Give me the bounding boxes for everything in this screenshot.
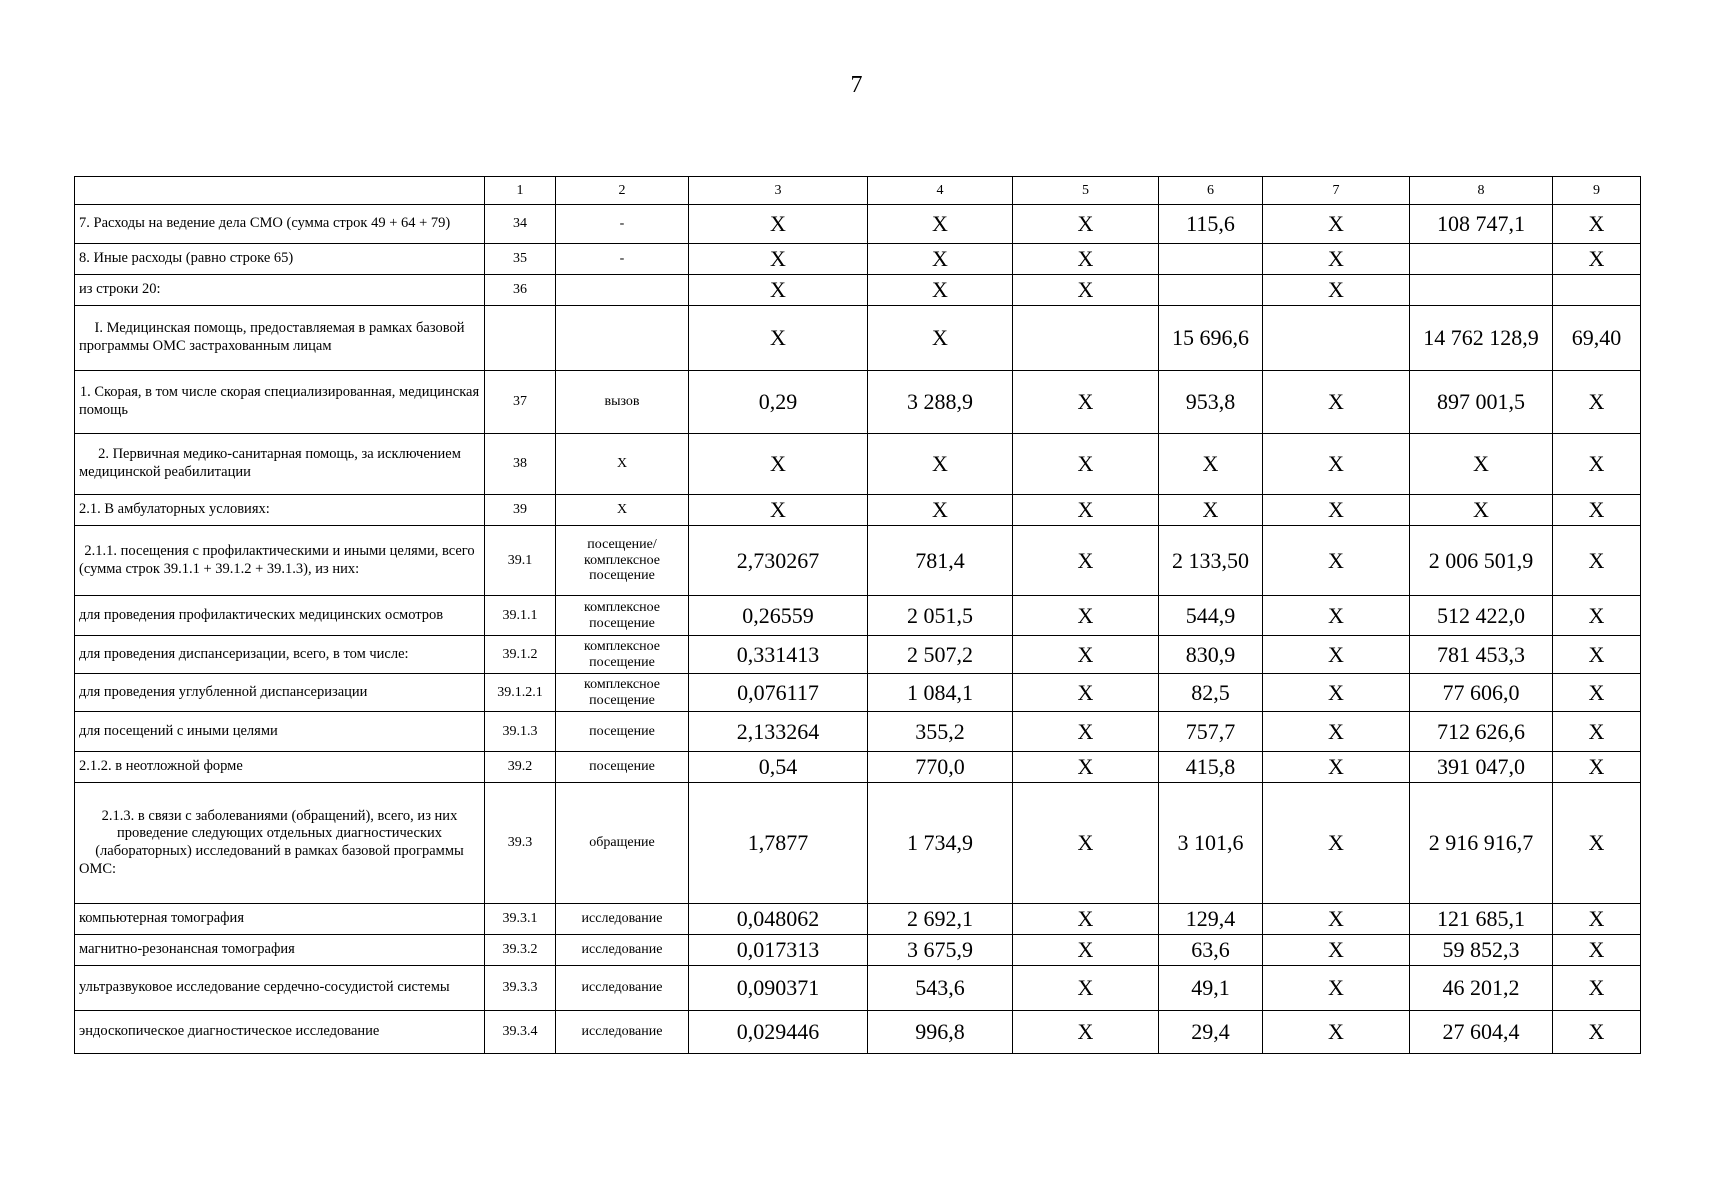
cell-col-7: X [1263, 904, 1410, 935]
cell-col-9: X [1553, 674, 1641, 712]
table-row [75, 495, 1641, 526]
row-label-cell: 2.1. В амбулаторных условиях: [75, 495, 485, 526]
table-row [75, 205, 1641, 244]
cell-col-2: посещение [556, 712, 689, 752]
cell-col-8: 59 852,3 [1410, 935, 1553, 966]
cell-col-2: исследование [556, 935, 689, 966]
cell-col-7 [1263, 306, 1410, 371]
row-label-cell: для проведения профилактических медицинских осмотров [75, 596, 485, 636]
row-label-cell: эндоскопическое диагностическое исследование [75, 1011, 485, 1054]
header-cell-3: 3 [689, 177, 868, 205]
cell-col-9: X [1553, 495, 1641, 526]
cell-col-6: X [1159, 434, 1263, 495]
cell-col-1: 39.2 [485, 752, 556, 783]
cell-col-5: X [1013, 752, 1159, 783]
row-label-cell: ультразвуковое исследование сердечно-сосудистой системы [75, 966, 485, 1011]
cell-col-5: X [1013, 904, 1159, 935]
header-cell-1: 1 [485, 177, 556, 205]
cell-col-3: 0,076117 [689, 674, 868, 712]
cell-col-8 [1410, 275, 1553, 306]
cell-col-2 [556, 306, 689, 371]
row-label-cell: 2. Первичная медико-санитарная помощь, за исключением медицинской реабилитации [75, 434, 485, 495]
cell-col-3: 2,730267 [689, 526, 868, 596]
page-number: 7 [850, 72, 863, 98]
row-label-cell: для посещений с иными целями [75, 712, 485, 752]
cell-col-3: X [689, 205, 868, 244]
cell-col-9: X [1553, 783, 1641, 904]
cell-col-5: X [1013, 371, 1159, 434]
cell-col-5: X [1013, 205, 1159, 244]
cell-col-3: 0,331413 [689, 636, 868, 674]
cell-col-9: X [1553, 966, 1641, 1011]
row-label-cell: 8. Иные расходы (равно строке 65) [75, 244, 485, 275]
table-row [75, 935, 1641, 966]
cell-col-4: X [868, 434, 1013, 495]
cell-col-6: X [1159, 495, 1263, 526]
cell-col-5 [1013, 306, 1159, 371]
cell-col-7: X [1263, 371, 1410, 434]
row-label-cell: 2.1.1. посещения с профилактическими и иными целями, всего (сумма строк 39.1.1 + 39.1.2 + 39.1.3), из них: [75, 526, 485, 596]
cell-col-8: 512 422,0 [1410, 596, 1553, 636]
cell-col-6: 115,6 [1159, 205, 1263, 244]
cell-col-5: X [1013, 636, 1159, 674]
cell-col-5: X [1013, 674, 1159, 712]
cell-col-6: 3 101,6 [1159, 783, 1263, 904]
cell-col-6: 129,4 [1159, 904, 1263, 935]
cell-col-2: X [556, 434, 689, 495]
cell-col-4: 543,6 [868, 966, 1013, 1011]
cell-col-2: комплексное посещение [556, 674, 689, 712]
cell-col-1: 36 [485, 275, 556, 306]
cell-col-3: 0,029446 [689, 1011, 868, 1054]
row-label-cell: для проведения углубленной диспансеризации [75, 674, 485, 712]
cell-col-6: 15 696,6 [1159, 306, 1263, 371]
cell-col-2: исследование [556, 904, 689, 935]
cell-col-1: 39.1 [485, 526, 556, 596]
header-cell-9: 9 [1553, 177, 1641, 205]
cell-col-1: 39.1.2 [485, 636, 556, 674]
cell-col-1: 35 [485, 244, 556, 275]
cell-col-6: 63,6 [1159, 935, 1263, 966]
cell-col-4: X [868, 306, 1013, 371]
cell-col-5: X [1013, 244, 1159, 275]
cell-col-9: 69,40 [1553, 306, 1641, 371]
cell-col-9: X [1553, 752, 1641, 783]
cell-col-2: комплексное посещение [556, 636, 689, 674]
row-label-cell: из строки 20: [75, 275, 485, 306]
cell-col-3: 0,090371 [689, 966, 868, 1011]
table-row [75, 306, 1641, 371]
header-cell-6: 6 [1159, 177, 1263, 205]
cell-col-9 [1553, 275, 1641, 306]
cell-col-1: 39.1.1 [485, 596, 556, 636]
cell-col-6: 757,7 [1159, 712, 1263, 752]
cell-col-7: X [1263, 636, 1410, 674]
cell-col-4: X [868, 244, 1013, 275]
cell-col-8: 108 747,1 [1410, 205, 1553, 244]
cell-col-7: X [1263, 966, 1410, 1011]
cell-col-4: 996,8 [868, 1011, 1013, 1054]
cell-col-1: 39.3 [485, 783, 556, 904]
cell-col-1: 39 [485, 495, 556, 526]
cell-col-6: 953,8 [1159, 371, 1263, 434]
cell-col-6: 544,9 [1159, 596, 1263, 636]
cell-col-8: 121 685,1 [1410, 904, 1553, 935]
cell-col-1: 34 [485, 205, 556, 244]
cell-col-3: X [689, 434, 868, 495]
table-row [75, 596, 1641, 636]
cell-col-8: 27 604,4 [1410, 1011, 1553, 1054]
header-cell-4: 4 [868, 177, 1013, 205]
table-row [75, 434, 1641, 495]
header-cell-8: 8 [1410, 177, 1553, 205]
cell-col-4: X [868, 495, 1013, 526]
cell-col-8: 391 047,0 [1410, 752, 1553, 783]
cell-col-8: X [1410, 495, 1553, 526]
column-number-row [75, 177, 1641, 205]
row-label-cell: 2.1.3. в связи с заболеваниями (обращений), всего, из них проведение следующих отдельных диагностических (лабораторных) исследований в рамках базовой программы ОМС: [75, 783, 485, 904]
table-row [75, 966, 1641, 1011]
cell-col-4: 2 051,5 [868, 596, 1013, 636]
cell-col-4: 781,4 [868, 526, 1013, 596]
cell-col-8: 77 606,0 [1410, 674, 1553, 712]
cell-col-6 [1159, 244, 1263, 275]
cell-col-5: X [1013, 712, 1159, 752]
cell-col-4: 1 084,1 [868, 674, 1013, 712]
cell-col-4: 2 507,2 [868, 636, 1013, 674]
cell-col-4: 3 675,9 [868, 935, 1013, 966]
table-row [75, 636, 1641, 674]
table-row [75, 904, 1641, 935]
cell-col-3: 0,29 [689, 371, 868, 434]
cell-col-8: 2 916 916,7 [1410, 783, 1553, 904]
cell-col-4: X [868, 275, 1013, 306]
cell-col-6: 49,1 [1159, 966, 1263, 1011]
cell-col-3: 2,133264 [689, 712, 868, 752]
row-label-cell: компьютерная томография [75, 904, 485, 935]
cell-col-7: X [1263, 935, 1410, 966]
table-row [75, 1011, 1641, 1054]
cell-col-1: 37 [485, 371, 556, 434]
cell-col-2: посещение [556, 752, 689, 783]
cell-col-7: X [1263, 495, 1410, 526]
data-table [74, 176, 1641, 1054]
cell-col-8 [1410, 244, 1553, 275]
cell-col-7: X [1263, 674, 1410, 712]
table-row [75, 275, 1641, 306]
cell-col-2: - [556, 205, 689, 244]
cell-col-1: 39.3.1 [485, 904, 556, 935]
cell-col-8: 781 453,3 [1410, 636, 1553, 674]
cell-col-6: 2 133,50 [1159, 526, 1263, 596]
cell-col-1: 39.1.2.1 [485, 674, 556, 712]
cell-col-4: X [868, 205, 1013, 244]
cell-col-6: 830,9 [1159, 636, 1263, 674]
table-row [75, 712, 1641, 752]
table-row [75, 752, 1641, 783]
cell-col-3: 0,26559 [689, 596, 868, 636]
cell-col-7: X [1263, 205, 1410, 244]
cell-col-7: X [1263, 244, 1410, 275]
cell-col-3: 0,017313 [689, 935, 868, 966]
cell-col-7: X [1263, 526, 1410, 596]
cell-col-8: 46 201,2 [1410, 966, 1553, 1011]
cell-col-9: X [1553, 935, 1641, 966]
cell-col-6: 29,4 [1159, 1011, 1263, 1054]
cell-col-1: 39.3.3 [485, 966, 556, 1011]
cell-col-8: 2 006 501,9 [1410, 526, 1553, 596]
cell-col-9: X [1553, 712, 1641, 752]
header-cell-7: 7 [1263, 177, 1410, 205]
cell-col-5: X [1013, 434, 1159, 495]
cell-col-9: X [1553, 636, 1641, 674]
cell-col-1: 39.3.4 [485, 1011, 556, 1054]
cell-col-9: X [1553, 904, 1641, 935]
cell-col-7: X [1263, 783, 1410, 904]
cell-col-1: 38 [485, 434, 556, 495]
header-cell-5: 5 [1013, 177, 1159, 205]
row-label-cell: магнитно-резонансная томография [75, 935, 485, 966]
cell-col-2: вызов [556, 371, 689, 434]
cell-col-7: X [1263, 752, 1410, 783]
cell-col-3: X [689, 306, 868, 371]
table-row [75, 783, 1641, 904]
cell-col-9: X [1553, 526, 1641, 596]
cell-col-2: комплексное посещение [556, 596, 689, 636]
table-row [75, 244, 1641, 275]
cell-col-9: X [1553, 205, 1641, 244]
cell-col-5: X [1013, 275, 1159, 306]
cell-col-3: X [689, 495, 868, 526]
table-row [75, 526, 1641, 596]
cell-col-2: X [556, 495, 689, 526]
cell-col-7: X [1263, 1011, 1410, 1054]
cell-col-9: X [1553, 434, 1641, 495]
cell-col-1: 39.3.2 [485, 935, 556, 966]
cell-col-3: 0,54 [689, 752, 868, 783]
cell-col-2: посещение/ комплексное посещение [556, 526, 689, 596]
cell-col-1: 39.1.3 [485, 712, 556, 752]
cell-col-8: 712 626,6 [1410, 712, 1553, 752]
cell-col-8: 14 762 128,9 [1410, 306, 1553, 371]
cell-col-7: X [1263, 596, 1410, 636]
cell-col-5: X [1013, 495, 1159, 526]
cell-col-2 [556, 275, 689, 306]
cell-col-6: 415,8 [1159, 752, 1263, 783]
cell-col-5: X [1013, 783, 1159, 904]
header-cell-label [75, 177, 485, 205]
cell-col-8: X [1410, 434, 1553, 495]
cell-col-7: X [1263, 434, 1410, 495]
table-row [75, 674, 1641, 712]
cell-col-6 [1159, 275, 1263, 306]
cell-col-8: 897 001,5 [1410, 371, 1553, 434]
cell-col-5: X [1013, 1011, 1159, 1054]
cell-col-4: 3 288,9 [868, 371, 1013, 434]
cell-col-9: X [1553, 371, 1641, 434]
cell-col-5: X [1013, 966, 1159, 1011]
cell-col-7: X [1263, 712, 1410, 752]
cell-col-4: 2 692,1 [868, 904, 1013, 935]
cell-col-3: X [689, 244, 868, 275]
cell-col-5: X [1013, 596, 1159, 636]
cell-col-2: исследование [556, 1011, 689, 1054]
cell-col-2: - [556, 244, 689, 275]
table-row [75, 371, 1641, 434]
cell-col-4: 770,0 [868, 752, 1013, 783]
cell-col-4: 1 734,9 [868, 783, 1013, 904]
header-cell-2: 2 [556, 177, 689, 205]
cell-col-4: 355,2 [868, 712, 1013, 752]
cell-col-2: исследование [556, 966, 689, 1011]
cell-col-9: X [1553, 1011, 1641, 1054]
row-label-cell: 7. Расходы на ведение дела СМО (сумма строк 49 + 64 + 79) [75, 205, 485, 244]
cell-col-2: обращение [556, 783, 689, 904]
cell-col-5: X [1013, 935, 1159, 966]
cell-col-3: 0,048062 [689, 904, 868, 935]
cell-col-1 [485, 306, 556, 371]
row-label-cell: I. Медицинская помощь, предоставляемая в рамках базовой программы ОМС застрахованным лицам [75, 306, 485, 371]
cell-col-7: X [1263, 275, 1410, 306]
cell-col-5: X [1013, 526, 1159, 596]
row-label-cell: 2.1.2. в неотложной форме [75, 752, 485, 783]
row-label-cell: для проведения диспансеризации, всего, в том числе: [75, 636, 485, 674]
row-label-cell: 1. Скорая, в том числе скорая специализированная, медицинская помощь [75, 371, 485, 434]
cell-col-9: X [1553, 596, 1641, 636]
cell-col-6: 82,5 [1159, 674, 1263, 712]
cell-col-3: 1,7877 [689, 783, 868, 904]
cell-col-9: X [1553, 244, 1641, 275]
cell-col-3: X [689, 275, 868, 306]
